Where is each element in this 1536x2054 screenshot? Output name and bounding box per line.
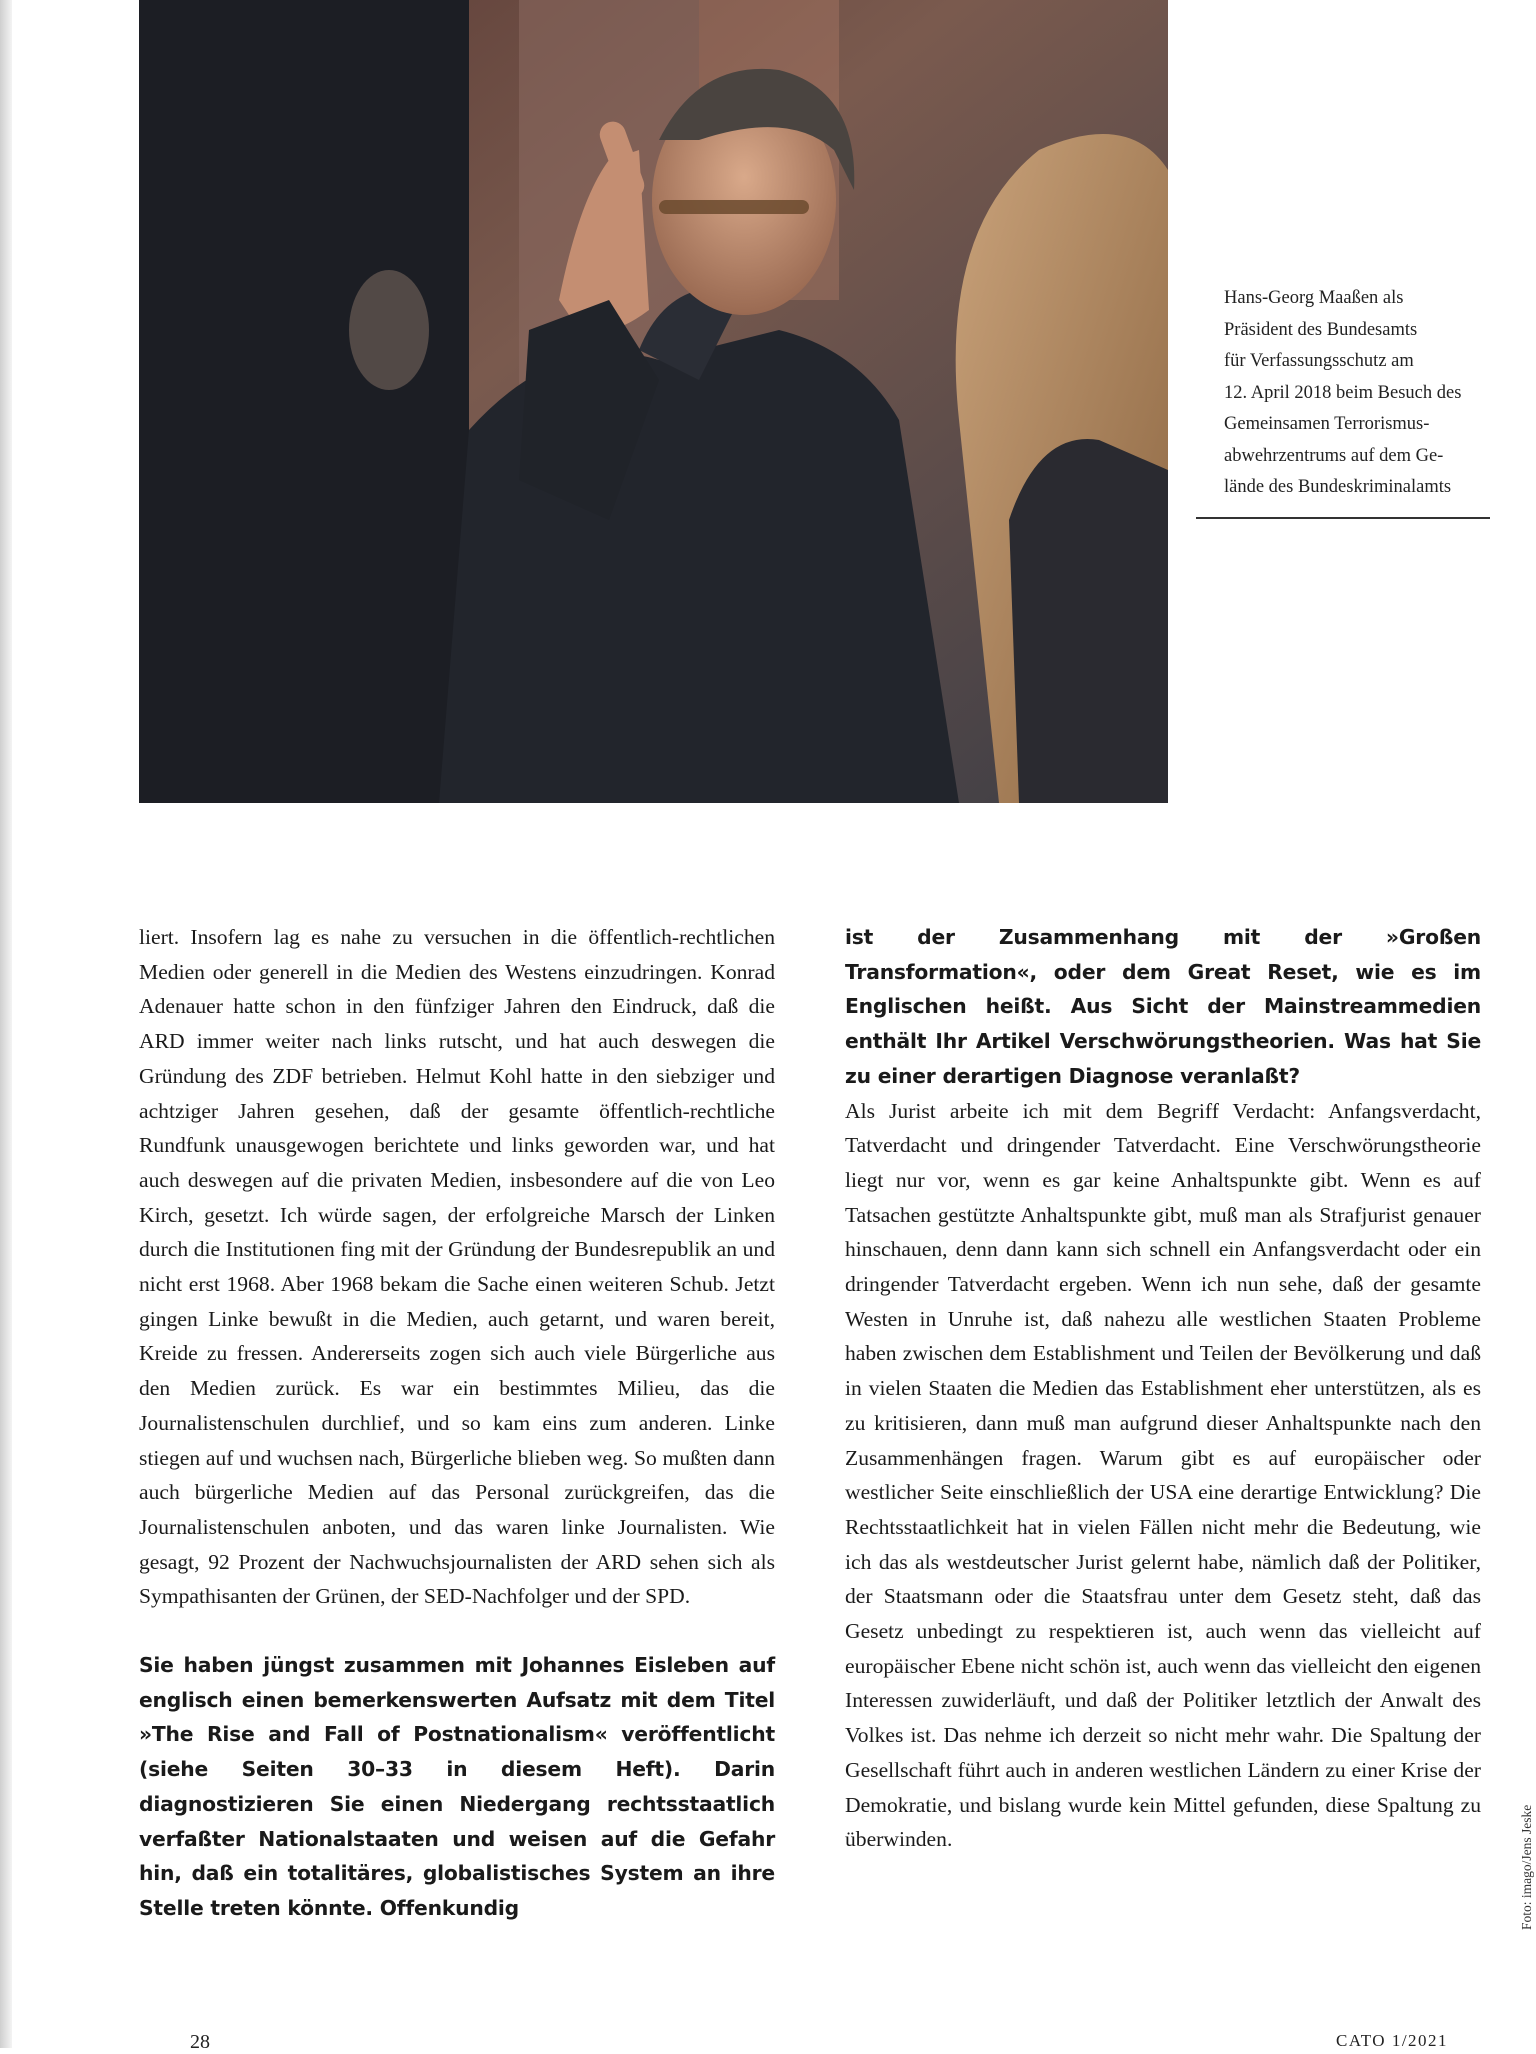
interview-question: Sie haben jüngst zusammen mit Johannes Eisleben auf englisch einen bemerkenswerten Aufsatz mit dem Titel »The Rise and Fall of Postnationalism« veröffentlicht (siehe Seiten 30–33 in diesem Heft). Darin diagnostizieren Sie einen Niedergang rechtsstaatlich verfaßter Nationalstaaten und weisen auf die Gefahr hin, daß ein totalitäres, globalistisches System an ihre Stelle treten könnte. Offenkundig bbox=[139, 1653, 775, 1920]
caption-line: Präsident des Bundesamts bbox=[1224, 319, 1418, 340]
photo-caption bbox=[1224, 283, 1494, 504]
right-column bbox=[845, 920, 1481, 1857]
caption-divider bbox=[1196, 517, 1490, 519]
answer-paragraph: liert. Insofern lag es nahe zu versuchen in die öffentlich-rechtlichen Medien oder generell in die Medien des Westens einzudringen. Konrad Adenauer hatte schon in den fünfziger Jahren den Eindruck, daß die ARD immer weiter nach links rutscht, und hat auch deswegen die Gründung des ZDF betrieben. Helmut Kohl hatte in den siebziger und achtziger Jahren gesehen, daß der gesamte öffentlich-rechtliche Rundfunk unausgewogen berichtete und links geworden war, und hat auch deswegen auf die privaten Medien, insbesondere auf die von Leo Kirch, gesetzt. Ich würde sagen, der erfolgreiche Marsch der Linken durch die Institutionen fing mit der Gründung der Bundesrepublik an und nicht erst 1968. Aber 1968 bekam die Sache einen weiteren Schub. Jetzt gingen Linke bewußt in die Medien, auch getarnt, und waren bereit, Kreide zu fressen. Andererseits zogen sich auch viele Bürgerliche aus den Medien zurück. Es war ein bestimmtes Milieu, das die Journalistenschulen durchlief, und so kam eins zum anderen. Linke stiegen auf und wuchsen nach, Bürgerliche blieben weg. So mußten dann auch bürgerliche Medien auf das Personal zurückgreifen, das die Journalistenschulen anboten, und das waren linke Journalisten. Wie gesagt, 92 Prozent der Nachwuchsjournalisten der ARD sehen sich als Sympathisanten der Grünen, der SED-Nachfolger und der SPD. bbox=[139, 925, 775, 1609]
caption-line: Hans-Georg Maaßen als bbox=[1224, 288, 1404, 308]
issue-label: CATO 1/2021 bbox=[1336, 2031, 1449, 2050]
answer-paragraph: Als Jurist arbeite ich mit dem Begriff Verdacht: Anfangsverdacht, Tatverdacht und dringender Tatverdacht. Eine Verschwörungstheorie liegt nur vor, wenn es gar keine Anhaltspunkte gibt. Wenn es auf Tatsachen gestützte Anhaltspunkte gibt, muß man als Strafjurist genauer hinschauen, denn dann kann sich schnell ein Anfangsverdacht oder ein dringender Tatverdacht ergeben. Wenn ich nun sehe, daß der gesamte Westen in Unruhe ist, daß nahezu alle westlichen Staaten Probleme haben zwischen dem Establishment und Teilen der Bevölkerung und daß in vielen Staaten die Medien das Establishment eher unterstützen, als es zu kritisieren, dann muß man aufgrund dieser Anhaltspunkte nach den Zusammenhängen fragen. Warum gibt es auf europäischer oder westlicher Seite einschließlich der USA eine derartige Entwicklung? Die Rechtsstaatlichkeit hat in vielen Fällen nicht mehr die Bedeutung, wie ich das als westdeutscher Jurist gelernt habe, nämlich daß der Politiker, der Staatsmann oder die Staatsfrau unter dem Gesetz steht, daß das Gesetz unbedingt zu respektieren ist, auch wenn das vielleicht auf europäischer Ebene nicht schön ist, auch wenn das vielleicht den eigenen Interessen zuwiderläuft, und daß der Politiker letztlich der Anwalt des Volkes ist. Das nehme ich derzeit so nicht mehr wahr. Die Spaltung der Gesellschaft führt auch in anderen westlichen Ländern zu einer Krise der Demokratie, und bislang wurde kein Mittel gefunden, diese Spaltung zu überwinden. bbox=[845, 1098, 1481, 1852]
caption-line: 12. April 2018 beim Besuch des bbox=[1224, 382, 1462, 403]
photo-credit: Foto: imago/Jens Jeske bbox=[1519, 1804, 1534, 1930]
caption-line: Gemeinsamen Terrorismus- bbox=[1224, 414, 1430, 434]
caption-line: für Verfassungsschutz am bbox=[1224, 351, 1414, 371]
caption-line: lände des Bundeskriminalamts bbox=[1224, 477, 1452, 497]
portrait-photo bbox=[139, 0, 1168, 803]
page-number: 28 bbox=[190, 2031, 210, 2053]
page-edge-shadow bbox=[0, 0, 12, 2048]
interview-question-continued: ist der Zusammenhang mit der »Großen Transformation«, oder dem Great Reset, wie es im Englischen heißt. Aus Sicht der Mainstreammedien enthält Ihr Artikel Verschwörungstheorien. Was hat Sie zu einer derartigen Diagnose veranlaßt? bbox=[845, 925, 1481, 1088]
caption-line: abwehrzentrums auf dem Ge- bbox=[1224, 445, 1444, 466]
paragraph-gap bbox=[139, 1614, 775, 1648]
left-column bbox=[139, 920, 775, 1926]
